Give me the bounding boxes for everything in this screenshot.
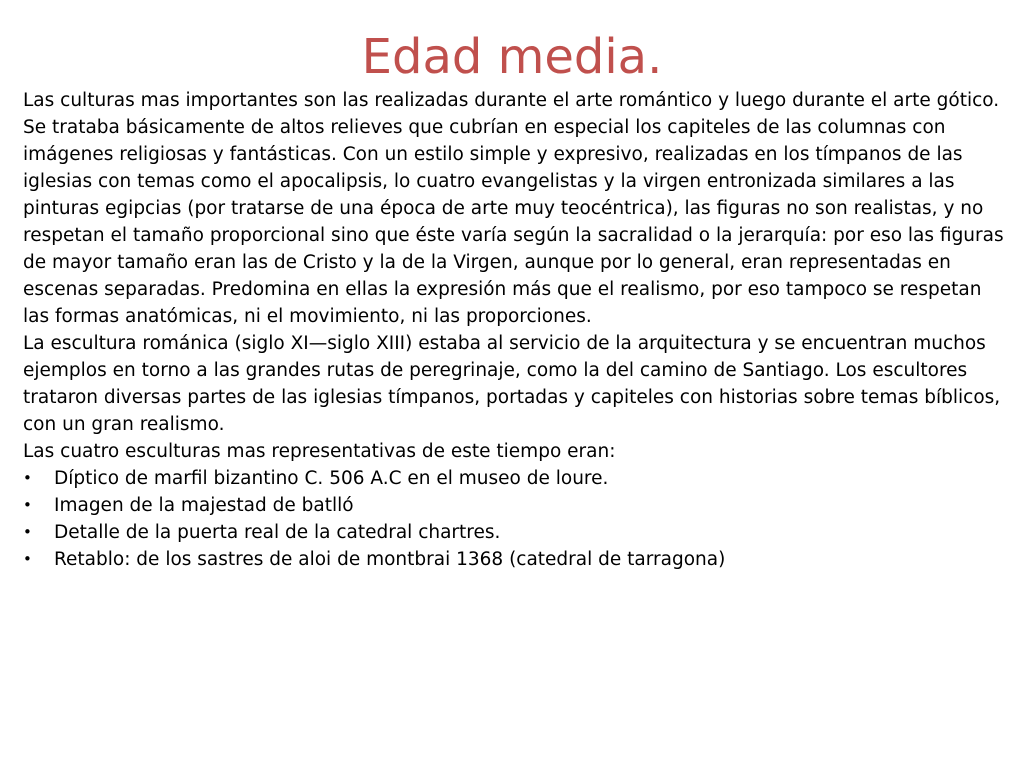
list-item — [23, 465, 1008, 492]
bullet-icon: • — [23, 469, 32, 487]
list-item-text: Retablo: de los sastres de aloi de montbrai 1368 (catedral de tarragona) — [54, 549, 726, 570]
list-item-text: Imagen de la majestad de batlló — [54, 495, 354, 516]
bullet-icon: • — [23, 496, 32, 514]
list-item — [23, 492, 1008, 519]
relief-description-paragraph: Se trataba básicamente de altos relieves que cubrían en especial los capiteles de las columnas con imágenes religiosas y fantásticas. Con un estilo simple y expresivo, realizadas en los tímpanos de las iglesias con temas como el apocalipsis, lo cuatro evangelistas y la virgen entronizada similares a las pinturas egipcias (por tratarse de una época de arte muy teocéntrica), las figuras no son realistas, y no respetan el tamaño proporcional sino que éste varía según la sacralidad o la jerarquía: por eso las figuras de mayor tamaño eran las de Cristo y la de la Virgen, aunque por lo general, eran representadas en escenas separadas. Predomina en ellas la expresión más que el realismo, por eso tampoco se respetan las formas anatómicas, ni el movimiento, ni las proporciones. — [23, 117, 1004, 327]
sculptures-list — [23, 465, 1008, 573]
list-item — [23, 519, 1008, 546]
bullet-icon: • — [23, 523, 32, 541]
bullet-icon: • — [23, 550, 32, 568]
slide-body — [23, 87, 1008, 573]
intro-paragraph: Las culturas mas importantes son las realizadas durante el arte romántico y luego durante el arte gótico. — [23, 90, 1000, 111]
list-intro-paragraph: Las cuatro esculturas mas representativas de este tiempo eran: — [23, 441, 616, 462]
list-item-text: Díptico de marfil bizantino C. 506 A.C en el museo de loure. — [54, 468, 609, 489]
slide-title: Edad media. — [361, 29, 663, 85]
romanesque-sculpture-paragraph: La escultura románica (siglo XI—siglo XIII) estaba al servicio de la arquitectura y se encuentran muchos ejemplos en torno a las grandes rutas de peregrinaje, como la del camino de Santiago. Los escultores trataron diversas partes de las iglesias tímpanos, portadas y capiteles con historias sobre temas bíblicos, con un gran realismo. — [23, 333, 1001, 435]
list-item-text: Detalle de la puerta real de la catedral chartres. — [54, 522, 501, 543]
list-item — [23, 546, 1008, 573]
